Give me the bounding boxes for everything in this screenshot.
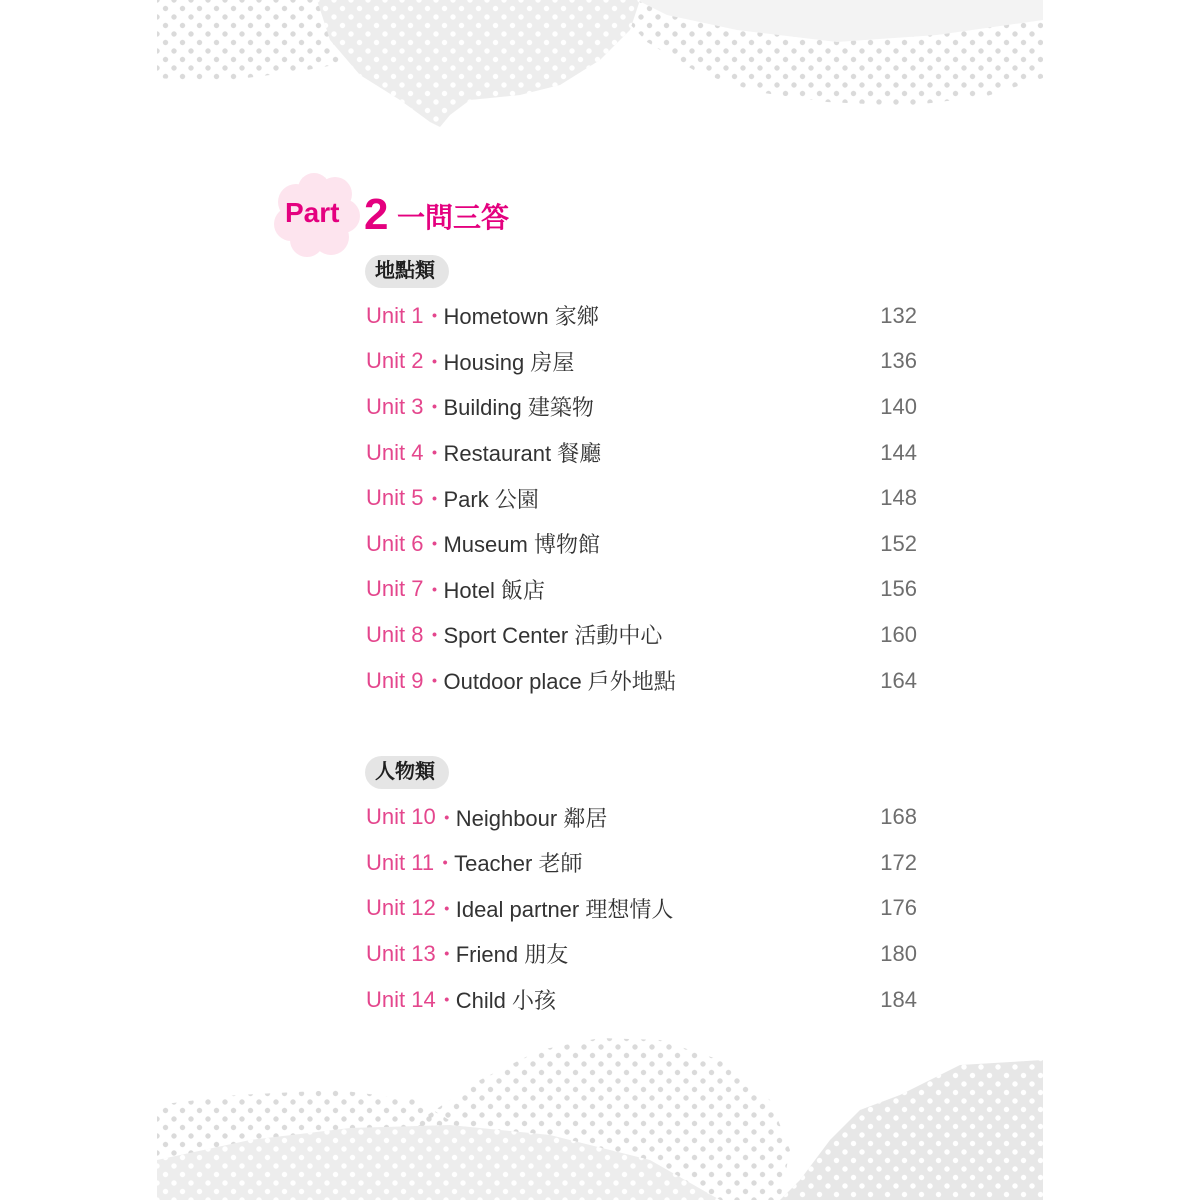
- unit-title: Hometown 家鄉: [443, 304, 599, 330]
- unit-separator: ・: [423, 486, 446, 512]
- unit-label: Unit 14: [366, 986, 436, 1012]
- unit-title: Museum 博物館: [443, 532, 600, 558]
- unit-title: Building 建築物: [443, 395, 594, 421]
- page-number: 172: [880, 849, 917, 875]
- unit-separator: ・: [423, 623, 446, 649]
- page-number: 140: [880, 393, 917, 419]
- page-number: 148: [880, 485, 917, 511]
- unit-label: Unit 7: [366, 576, 424, 602]
- halftone-cloud-decoration: [777, 1050, 1043, 1200]
- toc-entries: [365, 293, 917, 703]
- unit-separator: ・: [435, 988, 458, 1014]
- unit-separator: ・: [435, 805, 458, 831]
- unit-title: Neighbour 鄰居: [455, 805, 608, 831]
- unit-label: Unit 13: [366, 940, 436, 966]
- toc-entry: [365, 475, 917, 521]
- page-number: 136: [880, 348, 917, 374]
- unit-label: Unit 6: [366, 530, 424, 556]
- toc-entry: [365, 977, 917, 1023]
- unit-separator: ・: [423, 349, 446, 375]
- unit-title: Restaurant 餐廳: [443, 441, 602, 467]
- part-number: 2: [364, 190, 389, 239]
- toc-entry: [365, 339, 917, 385]
- page-number: 184: [880, 986, 917, 1012]
- unit-label: Unit 4: [366, 439, 424, 465]
- toc-entry: [365, 612, 917, 658]
- page-number: 156: [880, 576, 917, 602]
- part-label: Part: [285, 197, 340, 228]
- unit-separator: ・: [423, 304, 446, 330]
- toc-entry: [365, 293, 917, 339]
- unit-title: Hotel 飯店: [443, 577, 545, 603]
- unit-title: Friend 朋友: [455, 942, 569, 968]
- page-number: 132: [880, 302, 917, 328]
- unit-separator: ・: [434, 851, 457, 877]
- toc-entry: [365, 794, 917, 840]
- section-heading: 地點類: [365, 255, 449, 288]
- unit-title: Sport Center 活動中心: [443, 623, 663, 649]
- unit-separator: ・: [435, 942, 458, 968]
- unit-title: Teacher 老師: [454, 851, 583, 877]
- page-number: 168: [880, 804, 917, 830]
- toc-entries: [365, 794, 917, 1022]
- page-number: 160: [880, 621, 917, 647]
- unit-title: Child 小孩: [455, 988, 556, 1014]
- page-number: 180: [880, 940, 917, 966]
- unit-label: Unit 11: [366, 849, 435, 875]
- page-number: 144: [880, 439, 917, 465]
- toc-section-people: [365, 756, 917, 1022]
- unit-label: Unit 12: [366, 895, 436, 921]
- toc-entry: [365, 931, 917, 977]
- unit-title: Outdoor place 戶外地點: [443, 669, 676, 695]
- unit-separator: ・: [423, 577, 446, 603]
- halftone-cloud-decoration: [317, 0, 640, 130]
- toc-entry: [365, 430, 917, 476]
- part-title: 一問三答: [397, 202, 510, 233]
- table-of-contents: [365, 255, 917, 1022]
- toc-entry: [365, 886, 917, 932]
- unit-label: Unit 1: [366, 302, 424, 328]
- unit-label: Unit 2: [366, 348, 424, 374]
- unit-title: Park 公園: [443, 486, 539, 512]
- unit-label: Unit 10: [366, 804, 436, 830]
- unit-separator: ・: [435, 896, 458, 922]
- section-heading: 人物類: [365, 756, 449, 789]
- toc-entry: [365, 521, 917, 567]
- page-number: 152: [880, 530, 917, 556]
- toc-entry: [365, 384, 917, 430]
- unit-separator: ・: [423, 395, 446, 421]
- toc-entry: [365, 567, 917, 613]
- unit-separator: ・: [423, 669, 446, 695]
- unit-label: Unit 9: [366, 667, 424, 693]
- toc-section-places: [365, 255, 917, 703]
- unit-label: Unit 5: [366, 485, 424, 511]
- page-number: 176: [880, 895, 917, 921]
- unit-separator: ・: [423, 532, 446, 558]
- unit-label: Unit 8: [366, 621, 424, 647]
- toc-entry: [365, 840, 917, 886]
- unit-title: Ideal partner 理想情人: [455, 896, 674, 922]
- unit-separator: ・: [423, 441, 446, 467]
- unit-title: Housing 房屋: [443, 349, 575, 375]
- toc-entry: [365, 658, 917, 704]
- page-number: 164: [880, 667, 917, 693]
- unit-label: Unit 3: [366, 393, 424, 419]
